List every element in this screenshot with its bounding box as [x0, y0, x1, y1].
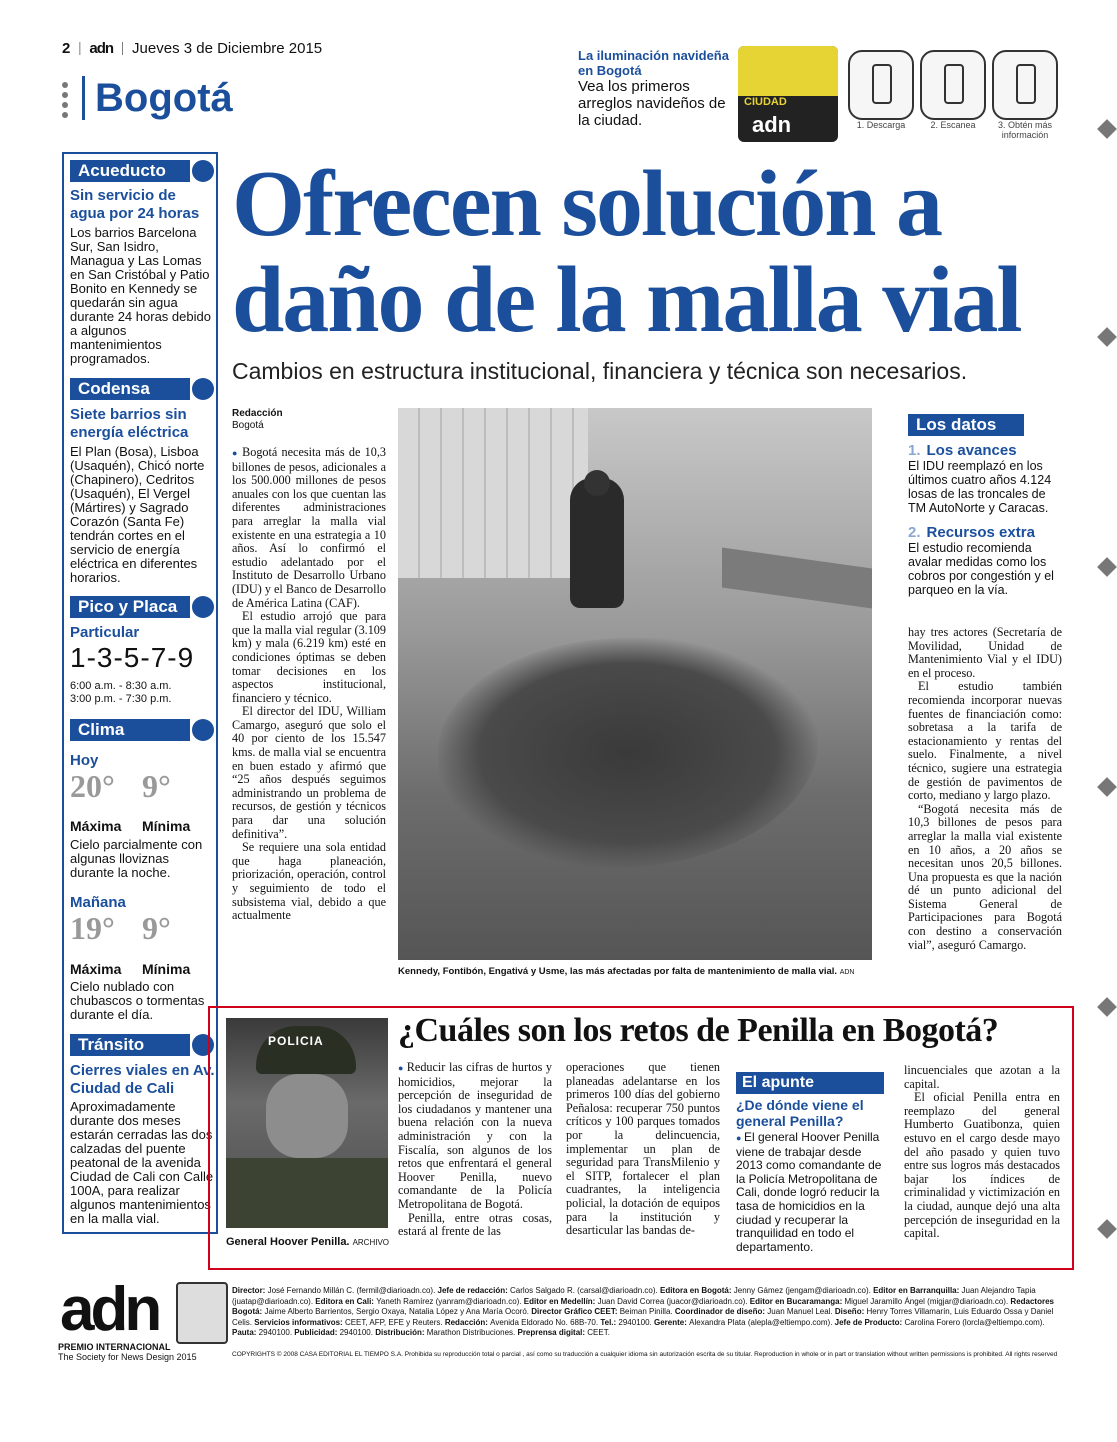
margin-diamond-icon: [1097, 557, 1117, 577]
badge-logo: adn: [752, 112, 792, 137]
credit-value: Yaneth Ramírez (yanram@diarioadn.co).: [376, 1296, 524, 1306]
page-header-strip: 2 | adn | Jueves 3 de Diciembre 2015: [62, 39, 323, 57]
step-label: 2. Escanea: [930, 120, 976, 130]
article-column-1: [232, 446, 386, 923]
credit-value: José Fernando Millán C. (fermil@diarioadn.co).: [267, 1286, 438, 1295]
brief-title: Particular: [70, 624, 140, 641]
penilla-column-1: [398, 1061, 552, 1239]
ciudad-adn-badge: [738, 46, 838, 142]
header-logo: adn: [89, 39, 114, 57]
paragraph: operaciones que tienen planeadas adelantarse en los primeros 100 días del gobierno Peñalosa: recuperar 750 puntos críticos y 100 parques tomados por la delincuencia, implementar un plan de seguridad para TransMilenio y el SITP, fortalecer el plan cuadrantes, la inteligencia policial, la dotación de equipos para la institución y desarticular las bandas de-: [566, 1060, 720, 1238]
clima-tomorrow-label: Mañana: [70, 894, 126, 911]
min-label: Mínima: [142, 961, 191, 977]
brief-title: Cierres viales en Av. Ciudad de Cali: [70, 1062, 215, 1097]
credit-value: CEET, AFP, EFE y Reuters.: [344, 1317, 445, 1327]
brief-body: Los barrios Barcelona Sur, San Isidro, Managua y Las Lomas en San Cristóbal y Patio Bonito en Kennedy se quedarán sin agua durante 24 horas debido a algunos mantenimientos programados.: [70, 225, 211, 366]
promo-text: Vea los primeros arreglos navideños de la ciudad.: [578, 78, 726, 129]
brief-title: Sin servicio de agua por 24 horas: [70, 187, 200, 222]
apunte-title: ¿De dónde viene el general Penilla?: [736, 1097, 864, 1129]
section-title: Bogotá: [82, 76, 233, 120]
speech-bubble-icon: [192, 378, 214, 400]
credit-key: Diseño:: [834, 1307, 867, 1317]
brief-body: El Plan (Bosa), Lisboa (Usaquén), Chicó norte (Chapinero), Cedritos (Usaquén), El Vergel (Mártires) y Sagrado Corazón (Santa Fe) tendrán cortes en el servicio de energía eléctrica en diferentes horarios.: [70, 444, 205, 585]
credit-key: Director Gráfico CEET:: [531, 1307, 620, 1317]
main-headline: [232, 152, 1072, 352]
credit-key: Publicidad:: [294, 1328, 340, 1338]
today-forecast: Cielo parcialmente con algunas lloviznas durante la noche.: [70, 837, 203, 880]
paragraph: Penilla, entre otras cosas, estará al frente de las: [398, 1210, 552, 1239]
datos-body: El estudio recomienda avalar medidas como los cobros por congestión y el parqueo en la vía.: [908, 541, 1054, 597]
credit-value: 2940100.: [339, 1328, 376, 1338]
copyright-notice: COPYRIGHTS © 2008 CASA EDITORIAL EL TIEMPO S.A. Prohibida su reproducción total o parcial , así como su traducción a cualquier idioma sin autorización escrita de su titular. Reproduction in whole or in part or translation without written permissions is prohibited. All rights reserved: [232, 1351, 1058, 1358]
brief-label-transito: Tránsito: [70, 1034, 190, 1056]
credit-key: Distribución:: [375, 1328, 427, 1338]
brief-label-codensa: Codensa: [70, 378, 190, 400]
credit-value: CEET.: [587, 1328, 610, 1338]
photo-credit: ADN: [839, 969, 855, 976]
min-label: Mínima: [142, 818, 191, 834]
award-text: [58, 1342, 228, 1362]
credit-value: Juan Manuel Leal.: [767, 1307, 835, 1317]
credit-key: Editor en Medellín:: [523, 1296, 598, 1306]
penilla-column-2: [566, 1061, 720, 1238]
brief-label-acueducto: Acueducto: [70, 160, 190, 182]
headline-line-2: daño de la malla vial: [232, 248, 1021, 352]
credit-key: Preprensa digital:: [517, 1328, 588, 1338]
credit-key: Director:: [232, 1286, 268, 1295]
pico-placa-hours: 6:00 a.m. - 8:30 a.m. 3:00 p.m. - 7:30 p.m.: [70, 680, 172, 705]
clima-today-label: Hoy: [70, 752, 99, 769]
margin-diamond-icon: [1097, 327, 1117, 347]
brief-body: Aproximadamente durante dos meses estarán cerradas las dos calzadas del puente peatonal de la avenida Ciudad de Cali con Calle 100A, para realizar algunos mantenimientos en la malla vial.: [70, 1099, 214, 1226]
step-info-icon: [992, 50, 1058, 120]
paragraph: El oficial Penilla entra en reemplazo del general Humberto Guatibonza, quien estuvo en el cargo desde mayo del año pasado y quien tuvo entre sus logros más destacados bajar los índices de criminalidad y victimización en la ciudad, aunque dejó una alta percepción de inseguridad en la capital.: [904, 1090, 1060, 1241]
award-org: The Society for News Design 2015: [58, 1352, 197, 1362]
byline-title: Redacción: [232, 408, 283, 419]
today-max-temp: 20°: [70, 768, 115, 804]
step-label: 3. Obtén más información: [997, 120, 1053, 140]
speech-bubble-icon: [192, 719, 214, 741]
award-title: PREMIO INTERNACIONAL: [58, 1342, 171, 1352]
section-dots-decoration: [62, 82, 72, 118]
caption-text: Kennedy, Fontibón, Engativá y Usme, las más afectadas por falta de mantenimiento de malla vial.: [398, 966, 838, 977]
margin-diamond-icon: [1097, 1219, 1117, 1239]
datos-body: El IDU reemplazó en los últimos cuatro años 4.124 losas de las troncales de TM AutoNorte y Caracas.: [908, 459, 1052, 515]
paragraph: ● Reducir las cifras de hurtos y homicidios, mejorar la percepción de inseguridad de los ciudadanos y mantener una buena relación con la nueva administración y con la Fiscalía, son algunos de los retos que enfrentará el general Hoover Penilla, nuevo comandante de la Policía Metropolitana de Bogotá.: [398, 1061, 552, 1212]
credit-value: Juan Alejandro Tapia (juatap@diarioadn.co).: [232, 1286, 1036, 1306]
datos-label: Los datos: [908, 414, 1024, 436]
margin-diamond-icon: [1097, 777, 1117, 797]
paragraph: “Bogotá necesita más de 10,3 billones de pesos para arreglar la malla vial existente en 10 años, a 20 años se necesitan unos 20,5 billones. Una propuesta es que la nación dé un punto adicional del Sistema General de Participaciones para Bogotá con destino a conservación vial”, aseguró Camargo.: [908, 801, 1062, 952]
tomorrow-forecast: Cielo nublado con chubascos o tormentas durante el día.: [70, 979, 205, 1022]
issue-date: Jueves 3 de Diciembre 2015: [132, 39, 323, 57]
datos-number: 2.: [908, 524, 921, 541]
datos-title: Recursos extra: [926, 524, 1035, 541]
award-badge-icon: [176, 1282, 228, 1344]
caption-text: General Hoover Penilla.: [226, 1236, 350, 1248]
credit-key: Editora en Bogotá:: [659, 1286, 734, 1295]
penilla-column-4: [904, 1064, 1060, 1241]
step-label: 1. Descarga: [856, 120, 906, 130]
brief-label-clima: Clima: [70, 719, 190, 741]
margin-diamond-icon: [1097, 119, 1117, 139]
credit-key: Editora en Cali:: [315, 1296, 377, 1306]
staff-credits: [232, 1286, 1062, 1339]
paragraph: El estudio arrojó que para que la malla vial regular (3.109 km) y mala (6.219 km) esté en condiciones óptimas se deben tomar decisiones en los aspectos institucional, financiero y técnico.: [232, 609, 386, 705]
badge-label: CIUDAD: [744, 96, 787, 108]
credit-key: Jefe de redacción:: [437, 1286, 511, 1295]
credit-key: Servicios informativos:: [254, 1317, 345, 1327]
datos-item: [908, 442, 1066, 515]
credit-value: Miguel Jaramillo Ángel (migjar@diarioadn.co).: [844, 1296, 1011, 1306]
credit-key: Editor en Bucaramanga:: [749, 1296, 845, 1306]
paragraph: El estudio también recomienda incorporar nuevas fuentes de financiación como: sobretasa a la tarifa de estacionamiento y rentas del suelo. Finalmente, a nivel técnico, sugiere una estrategia de gestión de pavimentos de corto, mediano y largo plazo.: [908, 679, 1062, 803]
cap-text: POLICIA: [268, 1034, 324, 1048]
apunte-body: ● El general Hoover Penilla viene de trabajar desde 2013 como comandante de la Policía Metropolitana de Cali, donde logró reducir la tasa de homicidios en la ciudad y recuperar la tranquilidad en todo el departamento.: [736, 1131, 888, 1254]
paragraph: lincuenciales que azotan a la capital.: [904, 1063, 1060, 1091]
credit-value: Beiman Pinilla.: [619, 1307, 675, 1317]
penilla-portrait: [226, 1018, 388, 1228]
credit-value: Carlos Salgado R. (carsal@diarioadn.co).: [510, 1286, 660, 1295]
pico-placa-digits: 1-3-5-7-9: [70, 642, 195, 673]
credit-value: 2940100.: [618, 1317, 654, 1327]
credit-value: Avenida Eldorado No. 68B-70.: [490, 1317, 601, 1327]
credit-key: Redacción:: [444, 1317, 491, 1327]
paragraph: Se requiere una sola entidad que haga planeación, priorización, operación, control y seguimiento de todo el subsistema vial, debido a que actualmente: [232, 840, 386, 923]
credit-key: Gerente:: [654, 1317, 690, 1327]
credit-value: Jenny Gámez (jengam@diarioadn.co).: [733, 1286, 874, 1295]
credit-key: Redactores Bogotá:: [232, 1296, 1054, 1317]
datos-number: 1.: [908, 442, 921, 459]
datos-title: Los avances: [926, 442, 1017, 459]
penilla-headline: ¿Cuáles son los retos de Penilla en Bogotá?: [398, 1012, 999, 1049]
footer-logo: adn: [60, 1275, 159, 1344]
briefs-sidebar: [62, 152, 218, 1234]
byline-place: Bogotá: [232, 420, 264, 431]
headline-line-1: Ofrecen solución a: [232, 152, 941, 256]
pothole-photo: [398, 408, 872, 960]
max-label: Máxima: [70, 818, 122, 834]
credit-value: Alexandra Plata (aleplа@eltiempo.com).: [689, 1317, 835, 1327]
credit-value: Marathon Distribuciones.: [426, 1328, 518, 1338]
credit-key: Pauta:: [232, 1328, 259, 1338]
brief-label-pico-y-placa: Pico y Placa: [70, 596, 190, 618]
datos-item: [908, 524, 1066, 597]
credit-key: Editor en Barranquilla:: [873, 1286, 962, 1295]
step-download-icon: [848, 50, 914, 120]
speech-bubble-icon: [192, 596, 214, 618]
margin-diamond-icon: [1097, 997, 1117, 1017]
paragraph: hay tres actores (Secretaría de Movilidad, Unidad de Mantenimiento Vial y el IDU) en el proceso.: [908, 625, 1062, 680]
article-column-2: [908, 626, 1062, 952]
credit-value: Henry Torres Villamarín, Luis Eduardo Ossa y Daniel Celis.: [232, 1307, 1054, 1327]
apunte-label: El apunte: [736, 1072, 884, 1094]
paragraph: El director del IDU, William Camargo, aseguró que solo el 40 por ciento de los 15.547 kms. de malla vial se encuentra en buen estado y afirmó que “25 años después seguimos administrando un problema de recursos, de gestión y técnicos para dar una solución definitiva”.: [232, 704, 386, 841]
tomorrow-max-temp: 19°: [70, 910, 115, 946]
credit-key: Tel.:: [600, 1317, 619, 1327]
credit-key: Coordinador de diseño:: [674, 1307, 768, 1317]
portrait-caption: [226, 1236, 389, 1248]
credit-value: Jaime Alberto Barrientos, Sergio Oxaya, Natalia López y Ana María Ocoró.: [264, 1307, 532, 1317]
credit-key: Jefe de Producto:: [834, 1317, 905, 1327]
credit-value: 2940100.: [258, 1328, 295, 1338]
promo-title: La iluminación navideña en Bogotá: [578, 48, 729, 78]
byline: [232, 408, 283, 432]
step-scan-icon: [920, 50, 986, 120]
today-min-temp: 9°: [142, 768, 171, 804]
brief-title: Siete barrios sin energía eléctrica: [70, 406, 189, 441]
max-label: Máxima: [70, 961, 122, 977]
credit-value: Juan David Correa (juacor@diarioadn.co).: [597, 1296, 750, 1306]
main-deck: Cambios en estructura institucional, financiera y técnica son necesarios.: [232, 358, 968, 384]
photo-caption: [398, 966, 898, 977]
speech-bubble-icon: [192, 160, 214, 182]
page-number: 2: [62, 39, 71, 57]
promo-block: [578, 48, 738, 129]
paragraph: ● Bogotá necesita más de 10,3 billones de pesos, adicionales a los 500.000 millones de pesos anuales con los que cuentan las diferentes administraciones para arreglar la malla vial existente en una estrategia a 10 años. Así lo confirmó el estudio adelantado por el Instituto de Desarrollo Urbano (IDU) y el Banco de Desarrollo de América Latina (CAF).: [232, 446, 386, 610]
tomorrow-min-temp: 9°: [142, 910, 171, 946]
credit-value: Carolina Forero (lorcla@eltiempo.com).: [904, 1317, 1045, 1327]
photo-credit: ARCHIVO: [352, 1238, 390, 1247]
